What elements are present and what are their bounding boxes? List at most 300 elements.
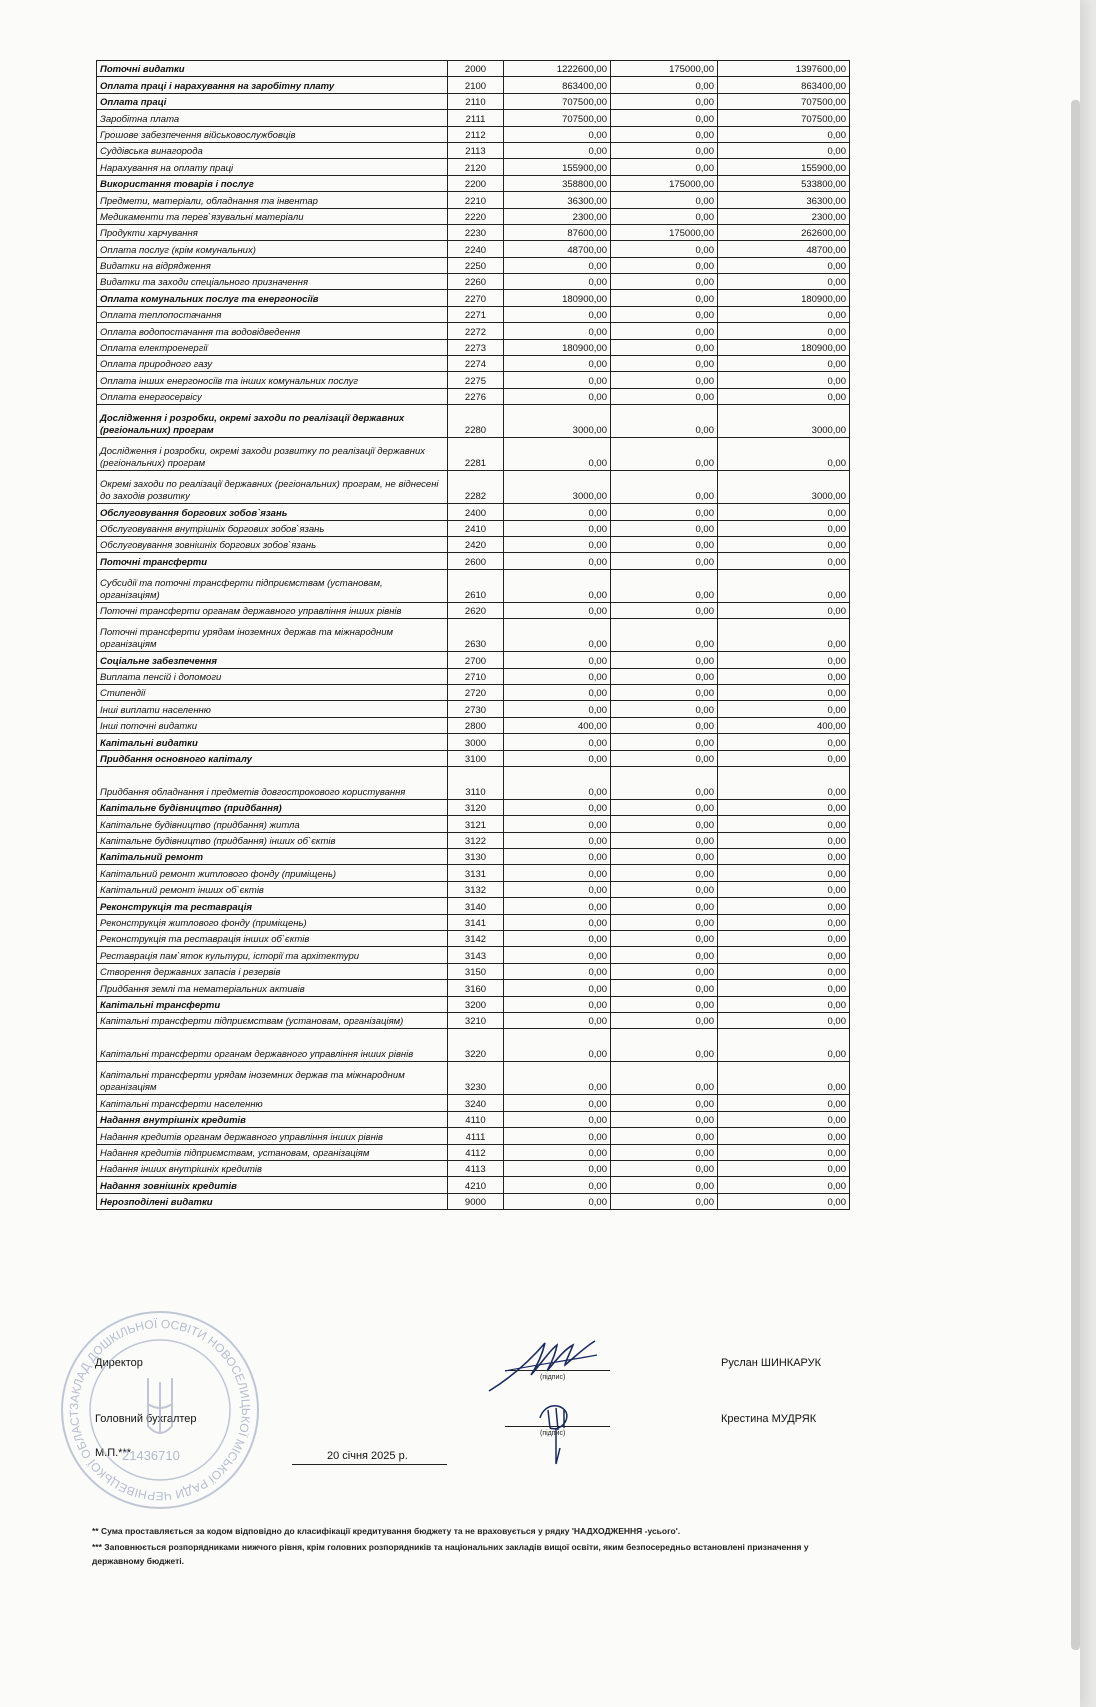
row-name: Капітальне будівництво (придбання) (97, 799, 448, 815)
table-row (97, 766, 850, 799)
row-code: 2270 (448, 290, 504, 306)
row-name: Капітальні видатки (97, 734, 448, 750)
row-name: Використання товарів і послуг (97, 175, 448, 191)
row-code: 3131 (448, 865, 504, 881)
row-name: Обслуговування внутрішніх боргових зобов`язань (97, 520, 448, 536)
row-value-2: 175000,00 (611, 61, 718, 77)
row-value-2: 0,00 (611, 569, 718, 602)
row-value-3: 0,00 (718, 372, 850, 388)
row-code: 3220 (448, 1029, 504, 1062)
row-value-2: 0,00 (611, 274, 718, 290)
row-name: Капітальні трансферти (97, 996, 448, 1012)
accountant-label: Головний бухгалтер (95, 1413, 197, 1425)
row-name: Надання кредитів органам державного управління інших рівнів (97, 1128, 448, 1144)
row-name: Оплата природного газу (97, 356, 448, 372)
row-value-2: 0,00 (611, 306, 718, 322)
date-line (292, 1464, 447, 1465)
row-value-2: 0,00 (611, 832, 718, 848)
row-value-3: 0,00 (718, 323, 850, 339)
table-row (97, 372, 850, 388)
row-value-3: 2300,00 (718, 208, 850, 224)
row-value-1: 3000,00 (504, 405, 611, 438)
row-value-2: 0,00 (611, 602, 718, 618)
row-name: Оплата енергосервісу (97, 388, 448, 404)
row-name: Поточні видатки (97, 61, 448, 77)
row-value-3: 0,00 (718, 963, 850, 979)
row-value-2: 0,00 (611, 438, 718, 471)
row-name: Інші поточні видатки (97, 717, 448, 733)
accountant-name: Крестина МУДРЯК (721, 1413, 817, 1425)
row-value-3: 0,00 (718, 898, 850, 914)
row-value-1: 87600,00 (504, 224, 611, 240)
director-label: Директор (95, 1357, 143, 1369)
row-value-1: 2300,00 (504, 208, 611, 224)
row-value-2: 0,00 (611, 1128, 718, 1144)
row-value-1: 0,00 (504, 536, 611, 552)
row-value-3: 3000,00 (718, 471, 850, 504)
accountant-sign-note: (підпис) (540, 1430, 566, 1437)
row-value-1: 0,00 (504, 996, 611, 1012)
row-name: Стипендії (97, 684, 448, 700)
row-value-2: 0,00 (611, 520, 718, 536)
row-value-2: 175000,00 (611, 224, 718, 240)
row-code: 2400 (448, 504, 504, 520)
row-code: 2100 (448, 77, 504, 93)
row-value-1: 0,00 (504, 832, 611, 848)
row-name: Придбання землі та нематеріальних активів (97, 980, 448, 996)
row-value-3: 0,00 (718, 668, 850, 684)
row-value-1: 400,00 (504, 717, 611, 733)
row-value-1: 0,00 (504, 372, 611, 388)
row-name: Надання внутрішніх кредитів (97, 1111, 448, 1127)
row-value-3: 0,00 (718, 1177, 850, 1193)
row-value-1: 0,00 (504, 980, 611, 996)
row-value-1: 0,00 (504, 1193, 611, 1209)
row-value-1: 0,00 (504, 684, 611, 700)
row-code: 2274 (448, 356, 504, 372)
row-value-2: 0,00 (611, 1177, 718, 1193)
row-name: Придбання основного капіталу (97, 750, 448, 766)
row-name: Виплата пенсій і допомоги (97, 668, 448, 684)
director-signature (485, 1335, 600, 1395)
row-value-3: 0,00 (718, 684, 850, 700)
row-value-2: 0,00 (611, 947, 718, 963)
table-row (97, 849, 850, 865)
table-row (97, 652, 850, 668)
table-row (97, 323, 850, 339)
row-value-1: 0,00 (504, 931, 611, 947)
row-name: Реконструкція та реставрація інших об`єктів (97, 931, 448, 947)
row-value-2: 0,00 (611, 241, 718, 257)
row-value-3: 1397600,00 (718, 61, 850, 77)
table-row (97, 701, 850, 717)
row-code: 2240 (448, 241, 504, 257)
row-value-3: 0,00 (718, 142, 850, 158)
row-code: 2280 (448, 405, 504, 438)
row-name: Реконструкція та реставрація (97, 898, 448, 914)
row-value-3: 0,00 (718, 306, 850, 322)
row-value-1: 0,00 (504, 1144, 611, 1160)
table-row (97, 931, 850, 947)
row-value-2: 0,00 (611, 93, 718, 109)
row-value-3: 707500,00 (718, 93, 850, 109)
table-row (97, 1177, 850, 1193)
row-value-3: 0,00 (718, 257, 850, 273)
row-code: 2410 (448, 520, 504, 536)
budget-table-body (97, 61, 850, 1210)
row-value-2: 0,00 (611, 914, 718, 930)
row-value-2: 0,00 (611, 1095, 718, 1111)
row-value-2: 0,00 (611, 652, 718, 668)
row-value-1: 0,00 (504, 799, 611, 815)
row-code: 2110 (448, 93, 504, 109)
row-value-1: 48700,00 (504, 241, 611, 257)
row-name: Капітальне будівництво (придбання) житла (97, 816, 448, 832)
row-value-1: 0,00 (504, 520, 611, 536)
row-code: 3140 (448, 898, 504, 914)
row-value-2: 0,00 (611, 1029, 718, 1062)
row-name: Оплата водопостачання та водовідведення (97, 323, 448, 339)
row-code: 3122 (448, 832, 504, 848)
row-name: Створення державних запасів і резервів (97, 963, 448, 979)
row-value-2: 0,00 (611, 881, 718, 897)
row-value-1: 0,00 (504, 766, 611, 799)
row-code: 2282 (448, 471, 504, 504)
row-name: Надання кредитів підприємствам, установам, організаціям (97, 1144, 448, 1160)
row-value-3: 0,00 (718, 619, 850, 652)
row-value-2: 0,00 (611, 849, 718, 865)
row-name: Продукти харчування (97, 224, 448, 240)
table-row (97, 947, 850, 963)
row-value-3: 0,00 (718, 536, 850, 552)
footnote-1: ** Сума проставляється за кодом відповідно до класифікації кредитування бюджету та не враховується у рядку 'НАДХОДЖЕННЯ -усього'. (92, 1526, 681, 1536)
row-code: 2720 (448, 684, 504, 700)
row-name: Поточні трансферти (97, 553, 448, 569)
row-value-2: 0,00 (611, 290, 718, 306)
table-row (97, 602, 850, 618)
row-name: Обслуговування боргових зобов`язань (97, 504, 448, 520)
row-value-3: 0,00 (718, 849, 850, 865)
table-row (97, 816, 850, 832)
row-name: Надання зовнішніх кредитів (97, 1177, 448, 1193)
row-name: Нерозподілені видатки (97, 1193, 448, 1209)
row-code: 2230 (448, 224, 504, 240)
row-code: 4110 (448, 1111, 504, 1127)
row-name: Дослідження і розробки, окремі заходи розвитку по реалізації державних (регіональних) програм (97, 438, 448, 471)
row-value-2: 0,00 (611, 996, 718, 1012)
row-name: Капітальні трансферти підприємствам (установам, організаціям) (97, 1012, 448, 1028)
row-value-3: 0,00 (718, 1062, 850, 1095)
row-value-3: 0,00 (718, 1029, 850, 1062)
table-row (97, 1128, 850, 1144)
row-code: 3100 (448, 750, 504, 766)
row-name: Поточні трансферти урядам іноземних держав та міжнародним організаціям (97, 619, 448, 652)
row-value-2: 0,00 (611, 931, 718, 947)
table-row (97, 77, 850, 93)
row-name: Придбання обладнання і предметів довгострокового користування (97, 766, 448, 799)
table-row (97, 159, 850, 175)
row-value-2: 0,00 (611, 701, 718, 717)
row-value-2: 0,00 (611, 1062, 718, 1095)
row-value-1: 0,00 (504, 602, 611, 618)
row-code: 3210 (448, 1012, 504, 1028)
row-name: Реконструкція житлового фонду (приміщень) (97, 914, 448, 930)
row-code: 2610 (448, 569, 504, 602)
row-name: Субсидії та поточні трансферти підприємствам (установам, організаціям) (97, 569, 448, 602)
table-row (97, 832, 850, 848)
table-row (97, 799, 850, 815)
table-row (97, 126, 850, 142)
row-value-1: 0,00 (504, 898, 611, 914)
row-name: Суддівська винагорода (97, 142, 448, 158)
row-value-3: 0,00 (718, 799, 850, 815)
table-row (97, 405, 850, 438)
row-value-2: 0,00 (611, 1111, 718, 1127)
row-value-3: 0,00 (718, 865, 850, 881)
row-code: 3142 (448, 931, 504, 947)
table-row (97, 1029, 850, 1062)
row-code: 2275 (448, 372, 504, 388)
signing-date: 20 січня 2025 р. (327, 1450, 408, 1462)
table-row (97, 553, 850, 569)
table-row (97, 339, 850, 355)
row-value-3: 0,00 (718, 914, 850, 930)
row-code: 3160 (448, 980, 504, 996)
row-value-2: 0,00 (611, 1193, 718, 1209)
table-row (97, 438, 850, 471)
row-value-3: 0,00 (718, 816, 850, 832)
row-value-3: 48700,00 (718, 241, 850, 257)
row-name: Капітальний ремонт (97, 849, 448, 865)
row-name: Капітальне будівництво (придбання) інших об`єктів (97, 832, 448, 848)
row-name: Оплата інших енергоносіїв та інших комунальних послуг (97, 372, 448, 388)
row-name: Реставрація пам`яток культури, історії та архітектури (97, 947, 448, 963)
table-row (97, 93, 850, 109)
row-value-1: 707500,00 (504, 110, 611, 126)
row-value-2: 0,00 (611, 471, 718, 504)
row-value-1: 0,00 (504, 126, 611, 142)
row-name: Оплата електроенергії (97, 339, 448, 355)
row-value-2: 0,00 (611, 799, 718, 815)
row-value-2: 0,00 (611, 405, 718, 438)
row-name: Оплата теплопостачання (97, 306, 448, 322)
row-value-2: 0,00 (611, 536, 718, 552)
row-value-3: 0,00 (718, 438, 850, 471)
row-value-1: 358800,00 (504, 175, 611, 191)
director-sign-note: (підпис) (540, 1374, 566, 1381)
row-value-2: 0,00 (611, 388, 718, 404)
row-code: 3110 (448, 766, 504, 799)
row-value-3: 0,00 (718, 701, 850, 717)
row-name: Оплата праці і нарахування на заробітну плату (97, 77, 448, 93)
row-code: 3120 (448, 799, 504, 815)
table-row (97, 1144, 850, 1160)
row-value-2: 0,00 (611, 126, 718, 142)
mp-label: М.П.*** (95, 1447, 132, 1459)
row-value-2: 0,00 (611, 1160, 718, 1176)
table-row (97, 1062, 850, 1095)
row-value-2: 0,00 (611, 192, 718, 208)
row-value-3: 0,00 (718, 652, 850, 668)
row-value-3: 707500,00 (718, 110, 850, 126)
table-row (97, 684, 850, 700)
row-code: 4113 (448, 1160, 504, 1176)
row-name: Поточні трансферти органам державного управління інших рівнів (97, 602, 448, 618)
row-code: 3143 (448, 947, 504, 963)
table-row (97, 1012, 850, 1028)
row-name: Дослідження і розробки, окремі заходи по реалізації державних (регіональних) програм (97, 405, 448, 438)
row-value-3: 0,00 (718, 996, 850, 1012)
table-row (97, 175, 850, 191)
table-row (97, 734, 850, 750)
row-value-3: 0,00 (718, 602, 850, 618)
row-value-1: 0,00 (504, 553, 611, 569)
table-row (97, 241, 850, 257)
row-value-1: 0,00 (504, 750, 611, 766)
row-value-3: 262600,00 (718, 224, 850, 240)
row-value-1: 707500,00 (504, 93, 611, 109)
table-row (97, 963, 850, 979)
table-row (97, 504, 850, 520)
row-code: 2220 (448, 208, 504, 224)
row-name: Медикаменти та перев`язувальні матеріали (97, 208, 448, 224)
row-value-2: 0,00 (611, 339, 718, 355)
row-value-1: 0,00 (504, 701, 611, 717)
row-value-2: 175000,00 (611, 175, 718, 191)
row-value-2: 0,00 (611, 159, 718, 175)
row-value-2: 0,00 (611, 77, 718, 93)
row-value-3: 180900,00 (718, 339, 850, 355)
row-value-2: 0,00 (611, 717, 718, 733)
row-code: 2630 (448, 619, 504, 652)
row-value-1: 0,00 (504, 963, 611, 979)
row-name: Оплата комунальних послуг та енергоносіїв (97, 290, 448, 306)
row-name: Заробітна плата (97, 110, 448, 126)
row-value-1: 0,00 (504, 257, 611, 273)
row-value-1: 36300,00 (504, 192, 611, 208)
row-value-1: 0,00 (504, 849, 611, 865)
table-row (97, 536, 850, 552)
row-value-2: 0,00 (611, 504, 718, 520)
row-name: Соціальне забезпечення (97, 652, 448, 668)
row-value-1: 0,00 (504, 947, 611, 963)
row-value-3: 400,00 (718, 717, 850, 733)
table-row (97, 569, 850, 602)
row-code: 2276 (448, 388, 504, 404)
row-name: Предмети, матеріали, обладнання та інвентар (97, 192, 448, 208)
row-value-1: 0,00 (504, 816, 611, 832)
row-value-2: 0,00 (611, 372, 718, 388)
row-name: Капітальні трансферти населенню (97, 1095, 448, 1111)
table-row (97, 356, 850, 372)
row-value-2: 0,00 (611, 816, 718, 832)
row-value-2: 0,00 (611, 553, 718, 569)
row-value-1: 0,00 (504, 1177, 611, 1193)
table-row (97, 388, 850, 404)
row-value-2: 0,00 (611, 668, 718, 684)
table-row (97, 110, 850, 126)
row-code: 2700 (448, 652, 504, 668)
row-value-3: 0,00 (718, 832, 850, 848)
budget-table (96, 60, 850, 1210)
table-row (97, 61, 850, 77)
row-value-3: 0,00 (718, 980, 850, 996)
row-name: Капітальний ремонт житлового фонду (приміщень) (97, 865, 448, 881)
table-row (97, 914, 850, 930)
row-code: 3000 (448, 734, 504, 750)
row-value-3: 0,00 (718, 504, 850, 520)
row-value-3: 863400,00 (718, 77, 850, 93)
table-row (97, 471, 850, 504)
row-value-1: 0,00 (504, 865, 611, 881)
row-value-3: 3000,00 (718, 405, 850, 438)
row-code: 4111 (448, 1128, 504, 1144)
row-code: 2113 (448, 142, 504, 158)
row-value-3: 0,00 (718, 553, 850, 569)
row-code: 3132 (448, 881, 504, 897)
row-value-1: 0,00 (504, 881, 611, 897)
row-name: Оплата послуг (крім комунальних) (97, 241, 448, 257)
director-name: Руслан ШИНКАРУК (721, 1357, 822, 1369)
row-code: 3121 (448, 816, 504, 832)
table-row (97, 996, 850, 1012)
row-name: Капітальний ремонт інших об`єктів (97, 881, 448, 897)
table-row (97, 1095, 850, 1111)
row-code: 2120 (448, 159, 504, 175)
row-value-1: 0,00 (504, 356, 611, 372)
row-value-1: 0,00 (504, 734, 611, 750)
row-value-2: 0,00 (611, 110, 718, 126)
row-value-3: 0,00 (718, 1193, 850, 1209)
row-value-2: 0,00 (611, 766, 718, 799)
row-value-1: 0,00 (504, 914, 611, 930)
table-row (97, 257, 850, 273)
row-value-2: 0,00 (611, 356, 718, 372)
row-value-1: 0,00 (504, 652, 611, 668)
row-value-1: 0,00 (504, 388, 611, 404)
row-name: Видатки та заходи спеціального призначення (97, 274, 448, 290)
row-value-1: 0,00 (504, 274, 611, 290)
row-value-1: 0,00 (504, 1029, 611, 1062)
table-row (97, 290, 850, 306)
table-row (97, 208, 850, 224)
row-code: 3141 (448, 914, 504, 930)
row-code: 2210 (448, 192, 504, 208)
row-value-1: 0,00 (504, 668, 611, 684)
row-value-3: 180900,00 (718, 290, 850, 306)
row-code: 2272 (448, 323, 504, 339)
footnote-2: *** Заповнюється розпорядниками нижчого рівня, крім головних розпорядників та національних закладів вищої освіти, яким безпосередньо встановлені призначення у державному бюджеті. (92, 1542, 809, 1566)
row-value-1: 0,00 (504, 1128, 611, 1144)
row-name: Оплата праці (97, 93, 448, 109)
row-value-3: 0,00 (718, 766, 850, 799)
row-code: 3240 (448, 1095, 504, 1111)
row-code: 2112 (448, 126, 504, 142)
table-row (97, 898, 850, 914)
table-row (97, 192, 850, 208)
row-code: 2600 (448, 553, 504, 569)
row-value-1: 863400,00 (504, 77, 611, 93)
table-row (97, 306, 850, 322)
table-row (97, 619, 850, 652)
row-value-1: 155900,00 (504, 159, 611, 175)
table-row (97, 717, 850, 733)
row-code: 2273 (448, 339, 504, 355)
row-value-1: 0,00 (504, 504, 611, 520)
row-code: 2730 (448, 701, 504, 717)
table-row (97, 668, 850, 684)
row-value-3: 0,00 (718, 388, 850, 404)
